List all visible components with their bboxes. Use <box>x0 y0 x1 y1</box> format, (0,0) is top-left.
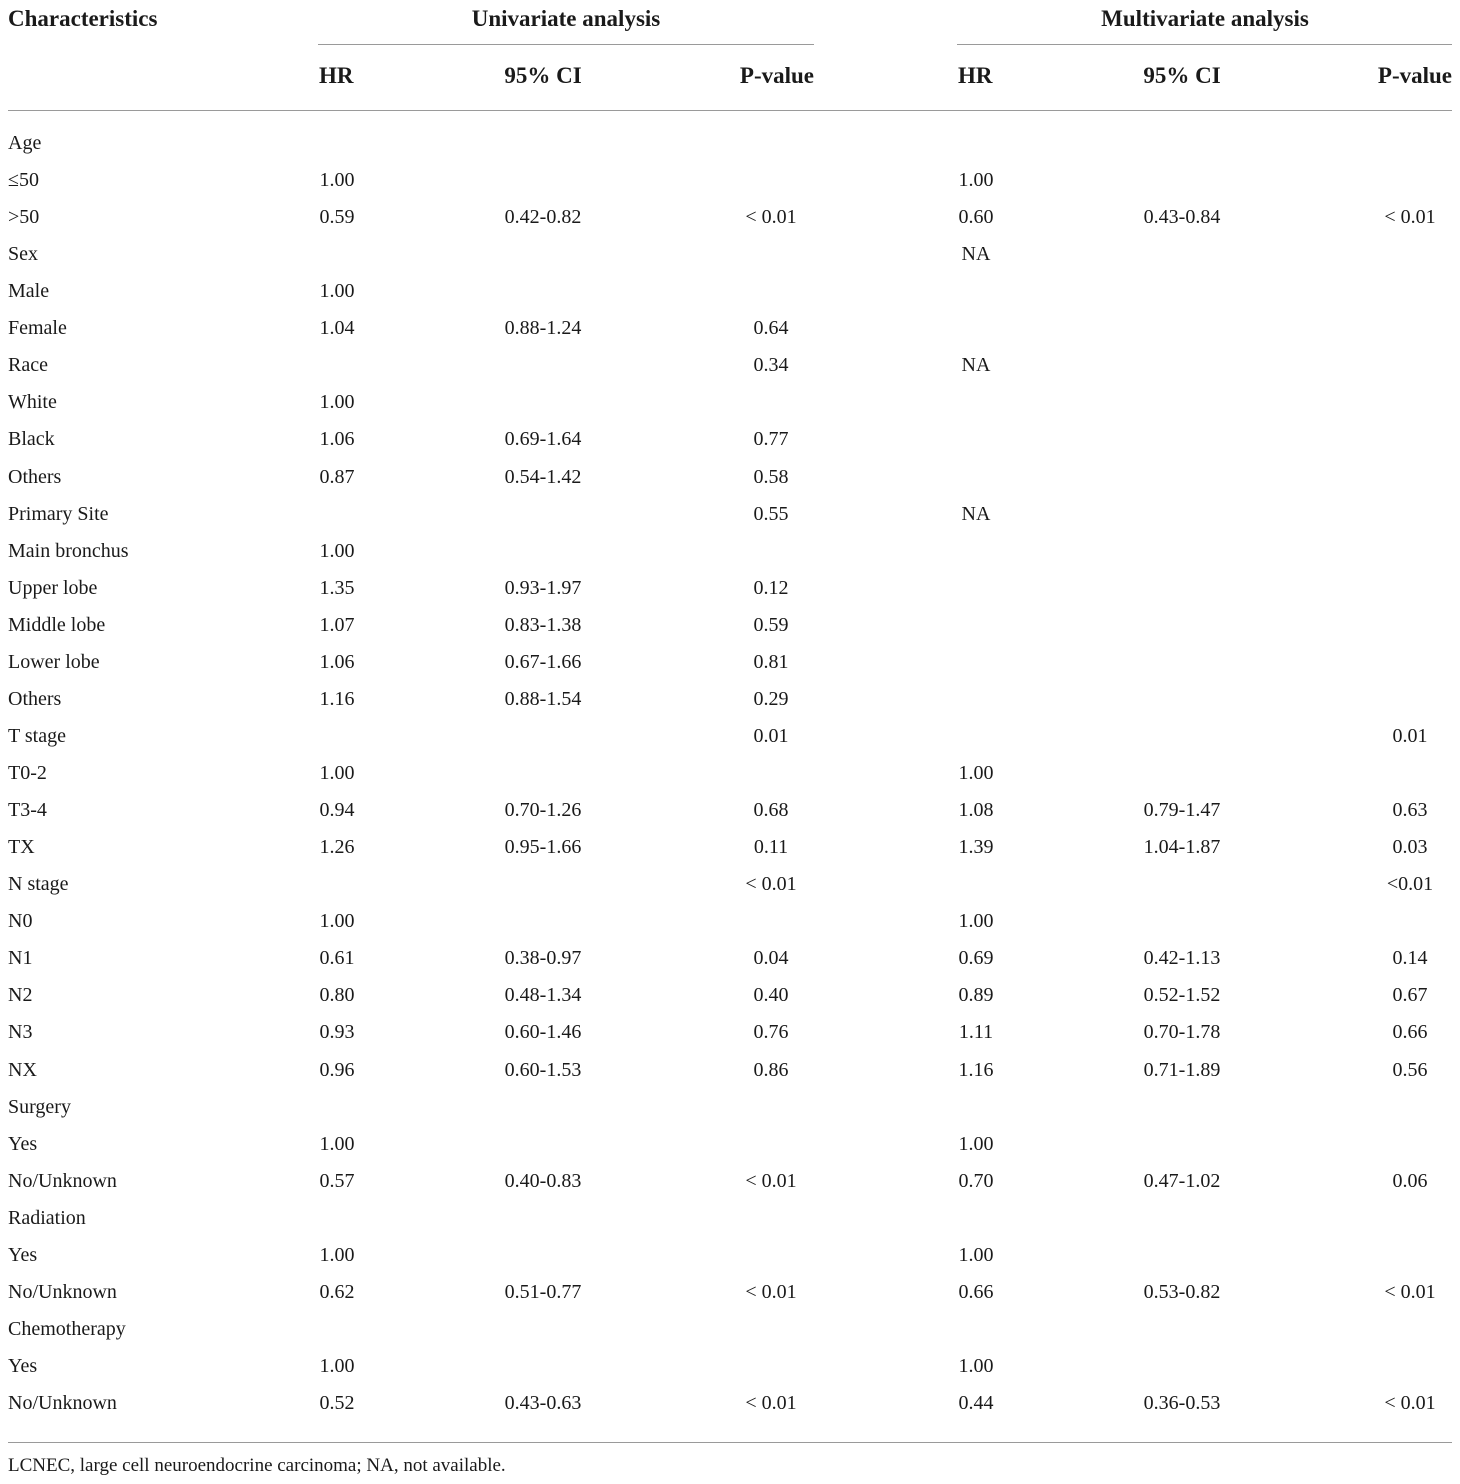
cell-m-p: 0.63 <box>1392 799 1428 822</box>
cell-u-hr: 1.06 <box>319 650 355 673</box>
cell-u-hr: 0.94 <box>319 799 355 822</box>
cell-m-hr: NA <box>961 354 991 377</box>
cell-m-p: 0.56 <box>1392 1058 1428 1081</box>
cell-u-p: < 0.01 <box>745 1392 797 1415</box>
cell-u-ci: 0.43-0.63 <box>504 1392 582 1415</box>
cell-m-hr: 1.00 <box>958 1132 994 1155</box>
cell-m-ci: 0.47-1.02 <box>1143 1169 1221 1192</box>
cell-m-p: <0.01 <box>1386 873 1434 896</box>
row-label: N1 <box>8 947 33 970</box>
row-label: Middle lobe <box>8 613 106 636</box>
cell-u-hr: 1.00 <box>319 539 355 562</box>
cell-u-ci: 0.60-1.46 <box>504 1021 582 1044</box>
row-label: Others <box>8 687 62 710</box>
cell-u-hr: 1.35 <box>319 576 355 599</box>
row-label: White <box>8 391 57 414</box>
cell-u-ci: 0.40-0.83 <box>504 1169 582 1192</box>
cell-m-p: 0.06 <box>1392 1169 1428 1192</box>
header-univariate: Univariate analysis <box>471 6 661 31</box>
cell-u-p: 0.59 <box>753 613 789 636</box>
cell-m-ci: 0.52-1.52 <box>1143 984 1221 1007</box>
cell-m-ci: 0.79-1.47 <box>1143 799 1221 822</box>
col-header-u-hr: HR <box>319 63 354 88</box>
cell-u-hr: 0.62 <box>319 1280 355 1303</box>
cell-m-ci: 0.70-1.78 <box>1143 1021 1221 1044</box>
row-label: Others <box>8 465 62 488</box>
row-label: ≤50 <box>8 169 39 192</box>
cell-u-p: 0.77 <box>753 428 789 451</box>
row-label: N3 <box>8 1021 33 1044</box>
cell-m-p: 0.01 <box>1392 724 1428 747</box>
cell-m-hr: 1.00 <box>958 1354 994 1377</box>
cell-u-hr: 1.00 <box>319 391 355 414</box>
cell-m-ci: 0.36-0.53 <box>1143 1392 1221 1415</box>
row-label: No/Unknown <box>8 1169 117 1192</box>
cell-u-ci: 0.83-1.38 <box>504 613 582 636</box>
cell-m-hr: 1.16 <box>958 1058 994 1081</box>
cell-u-hr: 0.52 <box>319 1392 355 1415</box>
row-label: Primary Site <box>8 502 109 525</box>
cell-u-ci: 0.38-0.97 <box>504 947 582 970</box>
cell-u-hr: 1.00 <box>319 910 355 933</box>
row-label: Upper lobe <box>8 576 98 599</box>
cell-m-hr: 0.44 <box>958 1392 994 1415</box>
cell-u-p: 0.12 <box>753 576 789 599</box>
header-bottom-rule <box>8 110 1452 111</box>
cell-u-p: 0.58 <box>753 465 789 488</box>
cell-u-hr: 0.59 <box>319 206 355 229</box>
cell-m-hr: 1.08 <box>958 799 994 822</box>
cell-m-hr: 1.39 <box>958 836 994 859</box>
row-label: N stage <box>8 873 69 896</box>
row-label: Race <box>8 354 48 377</box>
row-label: Surgery <box>8 1095 71 1118</box>
row-label: TX <box>8 836 35 859</box>
cell-u-p: < 0.01 <box>745 873 797 896</box>
cell-m-hr: 0.70 <box>958 1169 994 1192</box>
cell-u-ci: 0.54-1.42 <box>504 465 582 488</box>
cell-u-hr: 0.96 <box>319 1058 355 1081</box>
row-label: Sex <box>8 243 38 266</box>
cell-u-p: 0.01 <box>753 724 789 747</box>
cell-u-p: 0.34 <box>753 354 789 377</box>
cell-u-hr: 0.61 <box>319 947 355 970</box>
table-bottom-rule <box>8 1442 1452 1443</box>
cell-m-ci: 0.42-1.13 <box>1143 947 1221 970</box>
cell-u-hr: 0.87 <box>319 465 355 488</box>
cell-u-hr: 1.07 <box>319 613 355 636</box>
cell-u-hr: 1.00 <box>319 1243 355 1266</box>
cell-u-hr: 1.04 <box>319 317 355 340</box>
cell-u-p: 0.86 <box>753 1058 789 1081</box>
row-label: Male <box>8 280 50 303</box>
cell-u-hr: 0.80 <box>319 984 355 1007</box>
cell-m-hr: 1.00 <box>958 1243 994 1266</box>
col-header-u-p: P-value <box>739 63 814 88</box>
cell-u-p: 0.64 <box>753 317 789 340</box>
cell-m-hr: 1.00 <box>958 910 994 933</box>
cell-u-p: 0.11 <box>753 836 789 859</box>
cell-m-p: < 0.01 <box>1384 1280 1436 1303</box>
col-header-m-p: P-value <box>1377 63 1452 88</box>
row-label: Main bronchus <box>8 539 129 562</box>
univariate-underline <box>318 44 814 45</box>
cell-u-ci: 0.42-0.82 <box>504 206 582 229</box>
cell-m-hr: 1.00 <box>958 762 994 785</box>
cell-u-hr: 0.93 <box>319 1021 355 1044</box>
row-label: N2 <box>8 984 33 1007</box>
cell-m-hr: NA <box>961 502 991 525</box>
cell-u-p: 0.68 <box>753 799 789 822</box>
cell-m-p: 0.66 <box>1392 1021 1428 1044</box>
row-label: Yes <box>8 1132 38 1155</box>
cell-m-ci: 0.43-0.84 <box>1143 206 1221 229</box>
row-label: Radiation <box>8 1206 86 1229</box>
cell-m-p: 0.03 <box>1392 836 1428 859</box>
cell-u-p: 0.04 <box>753 947 789 970</box>
cell-u-hr: 1.06 <box>319 428 355 451</box>
cell-u-p: 0.55 <box>753 502 789 525</box>
row-label: T stage <box>8 724 66 747</box>
cell-m-hr: 1.00 <box>958 169 994 192</box>
cell-u-hr: 1.00 <box>319 169 355 192</box>
header-characteristics: Characteristics <box>8 6 158 31</box>
cell-u-ci: 0.70-1.26 <box>504 799 582 822</box>
cell-m-p: < 0.01 <box>1384 1392 1436 1415</box>
row-label: T0-2 <box>8 762 47 785</box>
cell-u-ci: 0.48-1.34 <box>504 984 582 1007</box>
row-label: Chemotherapy <box>8 1317 126 1340</box>
multivariate-underline <box>957 44 1452 45</box>
cell-u-ci: 0.88-1.24 <box>504 317 582 340</box>
header-multivariate: Multivariate analysis <box>1101 6 1309 31</box>
cell-u-ci: 0.69-1.64 <box>504 428 582 451</box>
row-label: Black <box>8 428 55 451</box>
cell-m-hr: 0.60 <box>958 206 994 229</box>
row-label: NX <box>8 1058 37 1081</box>
cell-m-hr: 0.66 <box>958 1280 994 1303</box>
cell-u-hr: 1.16 <box>319 687 355 710</box>
cell-u-ci: 0.93-1.97 <box>504 576 582 599</box>
cell-u-hr: 0.57 <box>319 1169 355 1192</box>
cell-u-p: 0.81 <box>753 650 789 673</box>
cell-u-ci: 0.67-1.66 <box>504 650 582 673</box>
cell-m-p: 0.14 <box>1392 947 1428 970</box>
cell-u-p: 0.40 <box>753 984 789 1007</box>
cell-u-hr: 1.26 <box>319 836 355 859</box>
row-label: >50 <box>8 206 40 229</box>
cell-u-p: < 0.01 <box>745 1280 797 1303</box>
cell-u-ci: 0.60-1.53 <box>504 1058 582 1081</box>
cell-m-hr: 1.11 <box>958 1021 994 1044</box>
cell-m-ci: 0.53-0.82 <box>1143 1280 1221 1303</box>
cell-u-ci: 0.95-1.66 <box>504 836 582 859</box>
cell-m-ci: 0.71-1.89 <box>1143 1058 1221 1081</box>
cell-u-hr: 1.00 <box>319 762 355 785</box>
cell-u-p: < 0.01 <box>745 206 797 229</box>
cell-u-p: 0.29 <box>753 687 789 710</box>
row-label: No/Unknown <box>8 1392 117 1415</box>
col-header-u-ci: 95% CI <box>504 63 582 88</box>
row-label: Yes <box>8 1243 38 1266</box>
cell-u-p: < 0.01 <box>745 1169 797 1192</box>
row-label: Yes <box>8 1354 38 1377</box>
row-label: N0 <box>8 910 33 933</box>
cell-m-p: 0.67 <box>1392 984 1428 1007</box>
row-label: No/Unknown <box>8 1280 117 1303</box>
cell-u-hr: 1.00 <box>319 1354 355 1377</box>
cell-m-hr: 0.69 <box>958 947 994 970</box>
row-label: Female <box>8 317 67 340</box>
row-label: T3-4 <box>8 799 47 822</box>
cell-u-hr: 1.00 <box>319 280 355 303</box>
footnote: LCNEC, large cell neuroendocrine carcinoma; NA, not available. <box>8 1455 506 1476</box>
cell-u-ci: 0.88-1.54 <box>504 687 582 710</box>
cell-u-p: 0.76 <box>753 1021 789 1044</box>
col-header-m-ci: 95% CI <box>1143 63 1221 88</box>
cell-u-hr: 1.00 <box>319 1132 355 1155</box>
cell-m-hr: 0.89 <box>958 984 994 1007</box>
cell-m-hr: NA <box>961 243 991 266</box>
cell-m-ci: 1.04-1.87 <box>1143 836 1221 859</box>
row-label: Age <box>8 132 42 154</box>
row-label: Lower lobe <box>8 650 100 673</box>
cell-m-p: < 0.01 <box>1384 206 1436 229</box>
col-header-m-hr: HR <box>958 63 993 88</box>
cell-u-ci: 0.51-0.77 <box>504 1280 582 1303</box>
